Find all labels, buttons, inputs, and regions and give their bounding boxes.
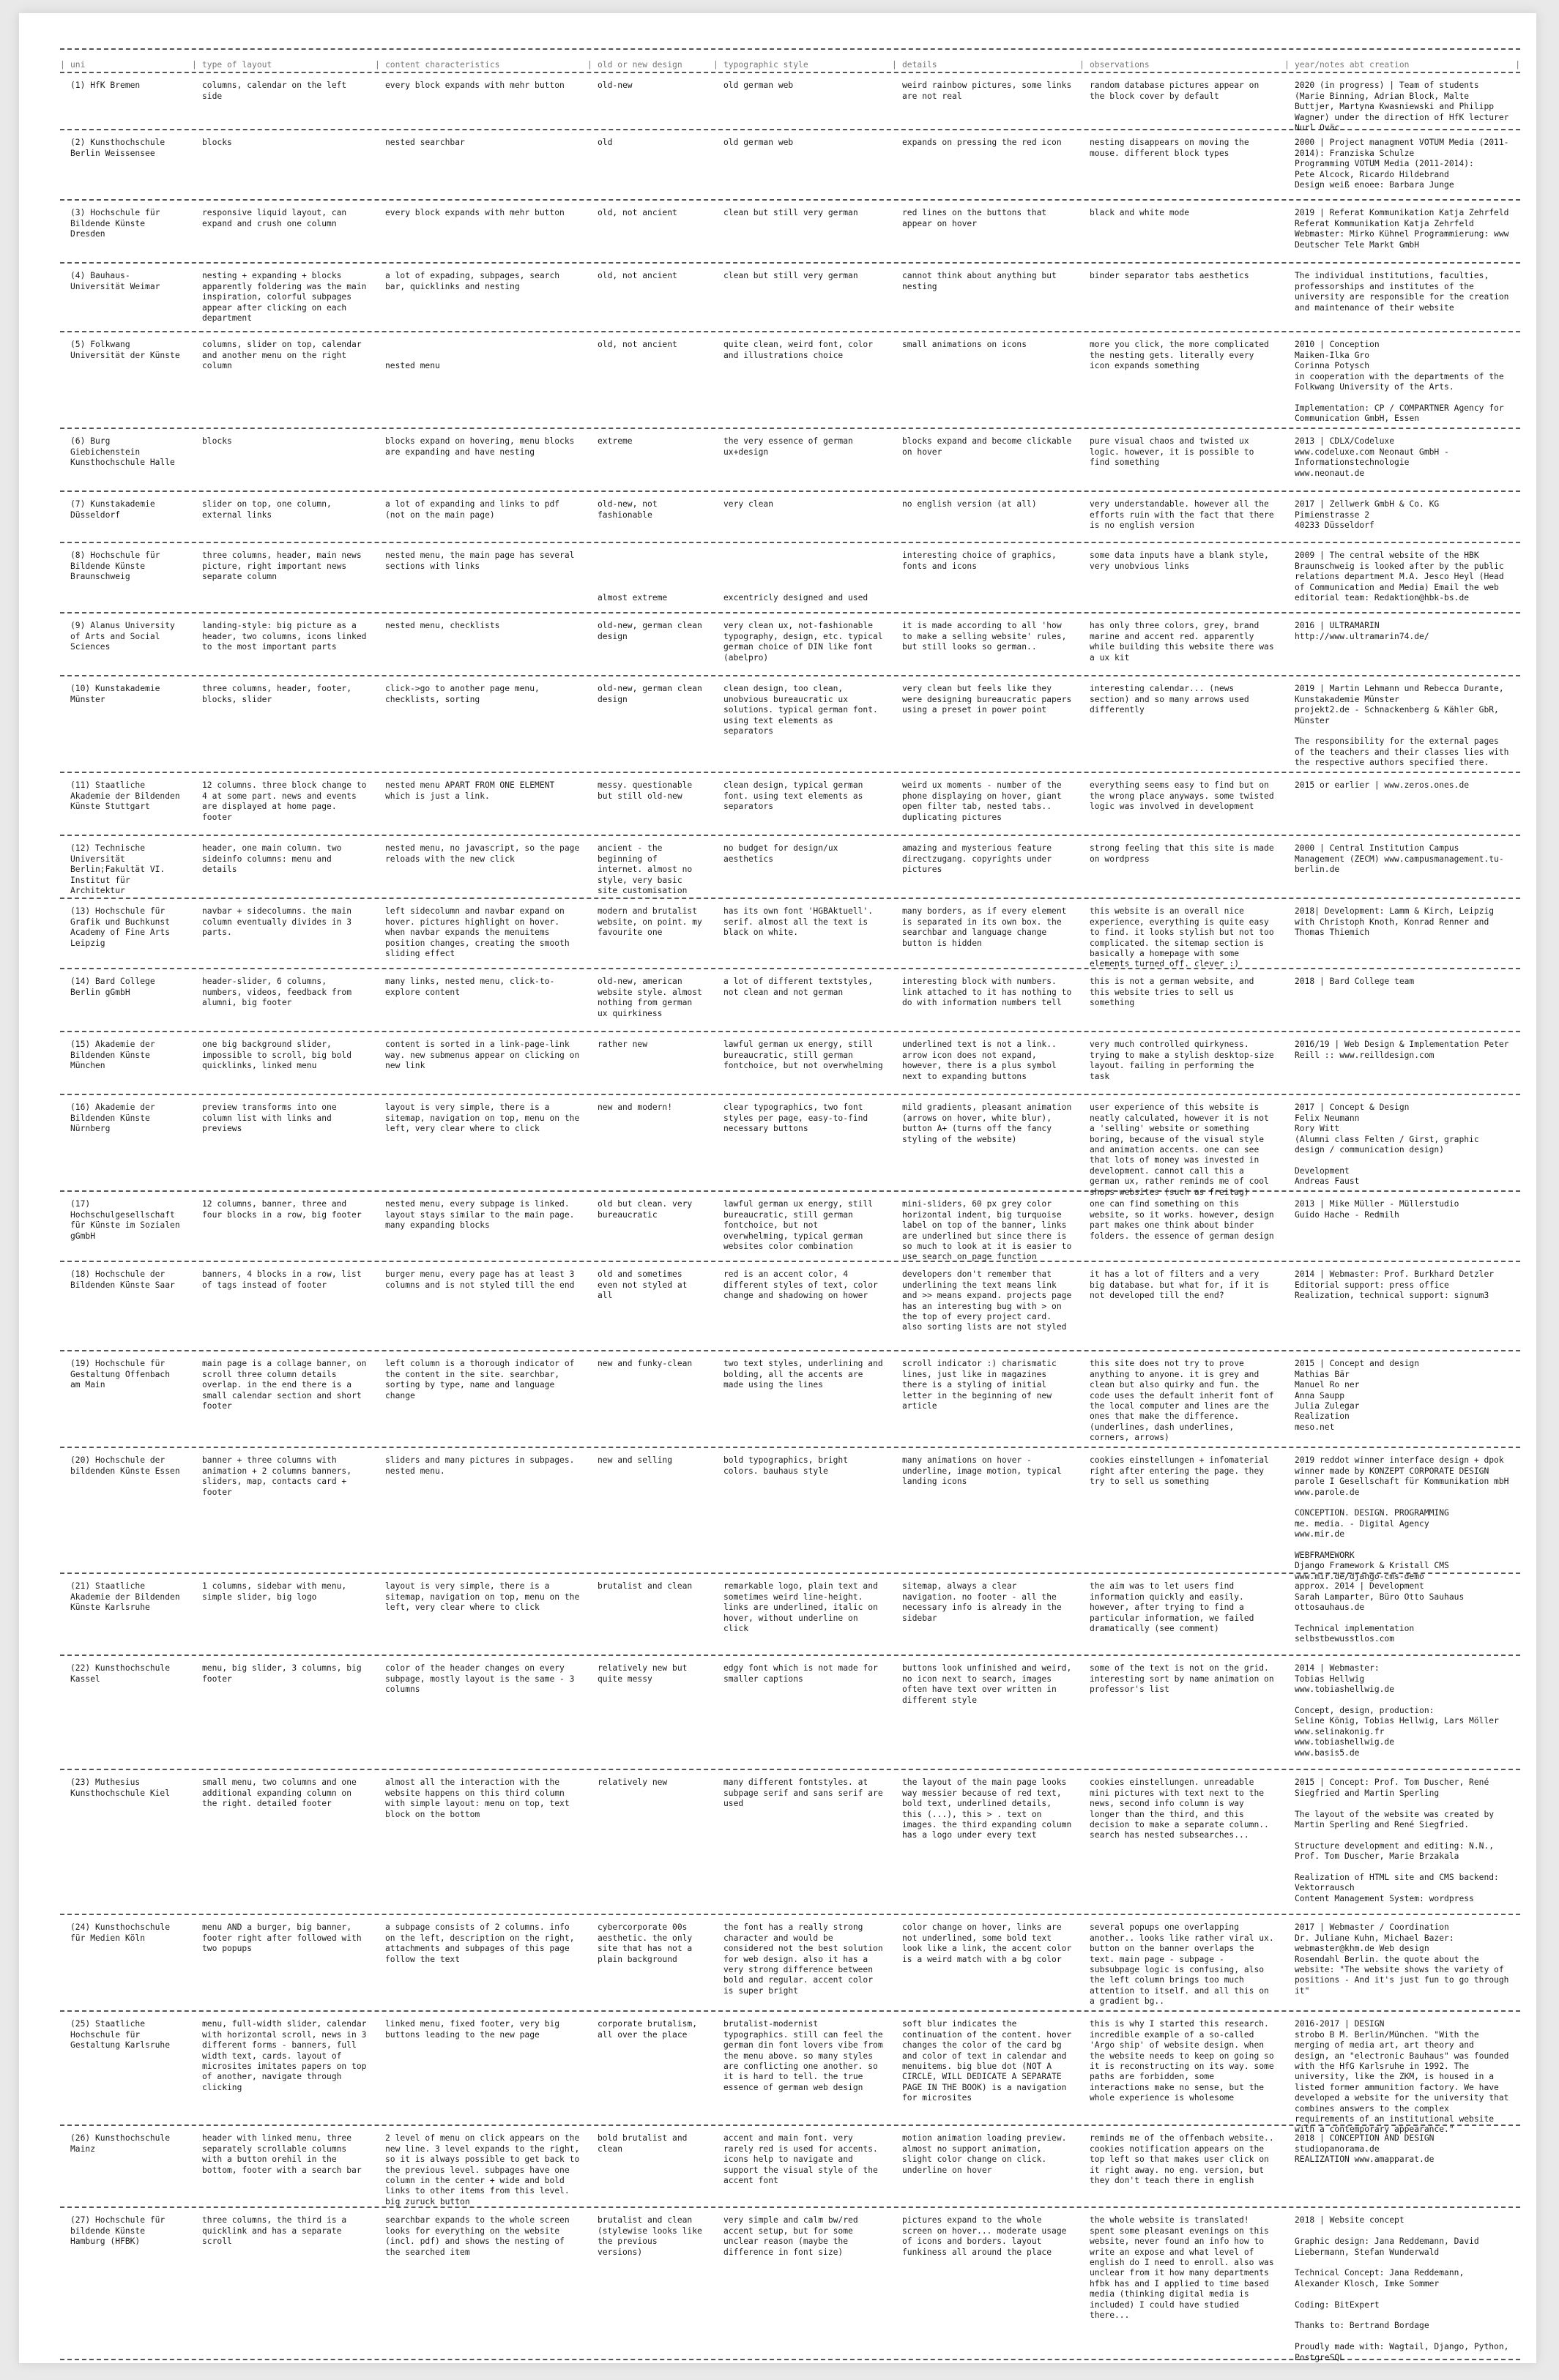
cell-typography: the very essence of german ux+design — [723, 436, 858, 457]
cell-uni: (15) Akademie der Bildenden Künste München — [70, 1040, 160, 1071]
cell-typography: very clean ux, not-fashionable typography, design, etc. typical german choice of DIN like font (abelpro) — [723, 621, 888, 663]
table-row — [60, 1448, 1520, 1581]
table-row — [60, 492, 1520, 543]
cell-details: developers don't remember that underlining the text means link and >> means expand. projects page has an interesting bug with > on the top of every project card. also sorting lists are not styled — [902, 1269, 1077, 1332]
cell-notes: 2019 reddot winner interface design + dpok winner made by KONZEPT CORPORATE DESIGN parole I Gesellschaft für Kommunikation mbH www.parole.de CONCEPTION. DESIGN. PROGRAMMING me. media. - Digital Agency www.mir.de WEBFRAMEWORK Django Framework & Kristall CMS www.mir.de/django-cms-demo — [1295, 1455, 1509, 1581]
cell-details: small animations on icons — [902, 340, 1027, 350]
cell-design: old, not ancient — [598, 271, 677, 281]
cell-observations: strong feeling that this site is made on wordpress — [1090, 843, 1279, 864]
cell-typography: very simple and calm bw/red accent setup, but for some unclear reason (maybe the difference in font size) — [723, 2215, 863, 2257]
cell-notes: The individual institutions, faculties, professorships and institutes of the university are responsible for the creation and maintenance of their website — [1295, 271, 1514, 313]
cell-layout: 1 columns, sidebar with menu, simple slider, big logo — [202, 1581, 352, 1602]
cell-uni: (25) Staatliche Hochschule für Gestaltung Karlsruhe — [70, 2019, 171, 2051]
table-row — [60, 773, 1520, 836]
cell-content: nested menu, every subpage is linked. layout stays similar to the main page. many expanding blocks — [385, 1199, 580, 1231]
cell-typography: red is an accent color, 4 different styles of text, color change and shadowing on hower — [723, 1269, 883, 1301]
cell-design: almost extreme — [598, 593, 668, 603]
cell-uni: (4) Bauhaus-Universität Weimar — [70, 271, 160, 291]
cell-uni: (3) Hochschule für Bildende Künste Dresden — [70, 208, 165, 239]
cell-design: old-new, german clean design — [598, 621, 707, 641]
cell-content: nested menu — [385, 361, 440, 371]
column-header: | typographic style — [713, 50, 892, 72]
cell-notes: 2016/19 | Web Design & Implementation Peter Reill :: www.reilldesign.com — [1295, 1040, 1514, 1060]
cell-observations: this is why I started this research. incredible example of a so-called 'Argo ship' of website design. when the website needs to keep on going so it is reconstructing on its way. some paths are forbidden, some interactions make no sense, but the whole experience is wholesome — [1090, 2019, 1279, 2103]
cell-design: old-new, german clean design — [598, 684, 707, 704]
cell-content: content is sorted in a link-page-link way. new submenus appear on clicking on new link — [385, 1040, 585, 1071]
cell-observations: everything seems easy to find but on the wrong place anyways. some twisted logic was involved in development — [1090, 780, 1279, 812]
cell-design: old and sometimes even not styled at all — [598, 1269, 693, 1301]
cell-content: a lot of expanding and links to pdf (not on the main page) — [385, 499, 565, 520]
cell-design: old — [598, 138, 613, 148]
cell-notes: 2013 | CDLX/Codeluxe www.codeluxe.com Neonaut GmbH - Informationstechnologie www.neonaut.de — [1295, 436, 1449, 478]
cell-notes: 2015 or earlier | www.zeros.ones.de — [1295, 780, 1470, 791]
cell-content: linked menu, fixed footer, very big buttons leading to the new page — [385, 2019, 565, 2040]
cell-uni: (1) HfK Bremen — [70, 81, 141, 91]
cell-uni: (26) Kunsthochschule Mainz — [70, 2133, 175, 2154]
table-row — [60, 2012, 1520, 2135]
cell-typography: old german web — [723, 81, 794, 91]
column-header: | uni — [60, 50, 192, 72]
cell-details: the layout of the main page looks way messier because of red text, bold text, underlined details, this (...), this > . text on images. the third expanding column has a logo under every text — [902, 1777, 1077, 1840]
cell-notes: 2015 | Concept and design Mathias Bär Manuel Ro ner Anna Saupp Julia Zulegar Realization meso.net — [1295, 1359, 1420, 1432]
cell-layout: one big background slider, impossible to scroll, big bold quicklinks, linked menu — [202, 1040, 357, 1071]
cell-content: a subpage consists of 2 columns. info on the left, description on the right, attachments and subpages of this page follow the text — [385, 1922, 580, 1964]
cell-notes: 2000 | Central Institution Campus Management (ZECM) www.campusmanagement.tu-berlin.de — [1295, 843, 1504, 875]
cell-content: burger menu, every page has at least 3 columns and is not styled till the end — [385, 1269, 580, 1290]
cell-typography: no budget for design/ux aesthetics — [723, 843, 844, 864]
cell-observations: some data inputs have a blank style, very unobvious links — [1090, 551, 1274, 571]
cell-content: sliders and many pictures in subpages. nested menu. — [385, 1455, 580, 1476]
cell-layout: responsive liquid layout, can expand and crush one column — [202, 208, 352, 228]
table-row — [60, 332, 1520, 429]
cell-layout: navbar + sidecolumns. the main column eventually divides in 3 parts. — [202, 906, 357, 938]
cell-observations: this site does not try to prove anything to anyone. it is grey and clean but also quirky and fun. the code uses the default inherit font of the local computer and lines are the ones that make the difference. (underlines, dash underlines, corners, arrows) — [1090, 1359, 1279, 1443]
cell-notes: 2018 | Website concept Graphic design: Jana Reddemann, David Liebermann, Stefan Wunderwald Technical Concept: Jana Reddemann, Alexander Klosch, Imke Sommer Coding: BitExpert Thanks to: Bertrand Bordage Proudly made with: Wagtail, Django, Python, PostgreSQL — [1295, 2215, 1509, 2362]
cell-observations: this website is an overall nice experience, everything is quite easy to find. it looks stylish but not too complicated. the sitemap section is basically a homepage with some elements turned off. clever :) — [1090, 906, 1279, 969]
cell-typography: the font has a really strong character and would be considered not the best solution for web design. also it has a very strong difference between bold and regular. accent color is super bright — [723, 1922, 888, 1996]
cell-details: underlined text is not a link.. arrow icon does not expand, however, there is a plus symbol next to expanding buttons — [902, 1040, 1062, 1081]
cell-uni: (7) Kunstakademie Düsseldorf — [70, 499, 160, 520]
table-row — [60, 613, 1520, 676]
cell-details: red lines on the buttons that appear on hover — [902, 208, 1052, 228]
cell-uni: (19) Hochschule für Gestaltung Offenbach am Main — [70, 1359, 175, 1390]
cell-design: old-new, not fashionable — [598, 499, 663, 520]
cell-layout: 12 columns. three block change to 4 at some part. news and events are displayed at home page. footer — [202, 780, 372, 822]
table-row — [60, 264, 1520, 332]
cell-content: click->go to another page menu, checklists, sorting — [385, 684, 545, 704]
cell-typography: clean but still very german — [723, 208, 858, 218]
cell-typography: very clean — [723, 499, 774, 510]
table-row — [60, 1095, 1520, 1197]
cell-details: motion animation loading preview. almost no support animation, slight color change on click. underline on hover — [902, 2133, 1072, 2175]
cell-design: brutalist and clean — [598, 1581, 693, 1592]
cell-notes: 2016 | ULTRAMARIN http://www.ultramarin74.de/ — [1295, 621, 1429, 641]
cell-layout: columns, slider on top, calendar and another menu on the right column — [202, 340, 367, 371]
cell-content: nested menu, no javascript, so the page reloads with the new click — [385, 843, 585, 864]
cell-content: every block expands with mehr button — [385, 208, 565, 218]
cell-design: ancient - the beginning of internet. almost no style, very basic site customisation — [598, 843, 698, 896]
cell-notes: 2020 (in progress) | Team of students (Marie Binning, Adrian Block, Malte Buttjer, Martyna Kwasniewski and Philipp Wagner) under the direction of HfK lecturer Nurl Oväc — [1295, 81, 1514, 133]
column-header: | type of layout — [192, 50, 375, 72]
cell-content: every block expands with mehr button — [385, 81, 565, 91]
cell-details: soft blur indicates the continuation of the content. hover changes the color of the card bg and color of text in calendar and menuitems. big blue dot (NOT A CIRCLE, WILL DEDICATE A SEPARATE PAGE IN THE BOOK) is a navigation for microsites — [902, 2019, 1077, 2103]
cell-design: extreme — [598, 436, 633, 447]
table-header — [60, 48, 1520, 73]
cell-content: color of the header changes on every subpage, mostly layout is the same - 3 columns — [385, 1663, 580, 1695]
table-row — [60, 1574, 1520, 1656]
cell-layout: header-slider, 6 columns, numbers, videos, feedback from alumni, big footer — [202, 977, 357, 1008]
cell-notes: 2016-2017 | DESIGN strobo B M. Berlin/München. "With the merging of media art, art theory and design, an "electronic Bauhaus" was founded with the HfG Karlsruhe in 1992. The university, like the ZKM, is housed in a listed former ammunition factory. We have developed a website for the university that combines answers to the complex requirements of an institutional website with a contemporary appearance." — [1295, 2019, 1509, 2135]
cell-observations: interesting calendar... (news section) and so many arrows used differently — [1090, 684, 1254, 715]
cell-notes: approx. 2014 | Development Sarah Lamparter, Büro Otto Sauhaus ottosauhaus.de Technical implementation selbstbewusstlos.com — [1295, 1581, 1465, 1644]
cell-notes: 2017 | Webmaster / Coordination Dr. Juliane Kuhn, Michael Bazer: webmaster@khm.de Web design Rosendahl Berlin. the quote about the website: "The website shows the variety of positions - And it's just fun to go through it" — [1295, 1922, 1509, 1996]
cell-typography: a lot of different textstyles, not clean and not german — [723, 977, 878, 997]
cell-design: relatively new — [598, 1777, 668, 1788]
cell-design: cybercorporate 00s aesthetic. the only site that has not a plain background — [598, 1922, 698, 1964]
table-row — [60, 676, 1520, 773]
cell-details: blocks expand and become clickable on hover — [902, 436, 1077, 457]
column-header: | observations — [1079, 50, 1284, 72]
cell-details: interesting block with numbers. link attached to it has nothing to do with information numbers tell — [902, 977, 1077, 1008]
cell-design: new and funky-clean — [598, 1359, 693, 1369]
cell-layout: banner + three columns with animation + 2 columns banners, sliders, map, contacts card + footer — [202, 1455, 357, 1497]
cell-content: nested menu, checklists — [385, 621, 500, 631]
cell-details: weird rainbow pictures, some links are not real — [902, 81, 1077, 101]
cell-uni: (16) Akademie der Bildenden Künste Nürnberg — [70, 1103, 160, 1134]
table-row — [60, 836, 1520, 899]
table-row — [60, 1032, 1520, 1095]
cell-notes: 2009 | The central website of the HBK Braunschweig is looked after by the public relations department M.A. Jesco Heyl (Head of Communication and Media) Email the web editorial team: Redaktion@hbk-bs.de — [1295, 551, 1509, 603]
cell-uni: (27) Hochschule für bildende Künste Hamburg (HFBK) — [70, 2215, 171, 2247]
cell-layout: preview transforms into one column list with links and previews — [202, 1103, 342, 1134]
cell-design: old, not ancient — [598, 208, 677, 218]
column-header: | details — [892, 50, 1079, 72]
cell-typography: many different fontstyles. at subpage serif and sans serif are used — [723, 1777, 888, 1809]
paper-sheet — [19, 13, 1536, 2363]
cell-notes: 2014 | Webmaster: Prof. Burkhard Detzler Editorial support: press office Realization, technical support: signum3 — [1295, 1269, 1495, 1301]
cell-notes: 2013 | Mike Müller - Müllerstudio Guido Hache - Redmilh — [1295, 1199, 1459, 1220]
cell-observations: has only three colors, grey, brand marine and accent red. apparently while building this website there was a ux kit — [1090, 621, 1279, 663]
cell-observations: this is not a german website, and this website tries to sell us something — [1090, 977, 1260, 1008]
cell-typography: has its own font 'HGBAktuell'. serif. almost all the text is black on white. — [723, 906, 878, 938]
cell-details: it is made according to all 'how to make a selling website' rules, but still looks so german.. — [902, 621, 1072, 652]
cell-typography: brutalist-modernist typographics. still can feel the german din font lovers vibe from the menu above. so many styles are conflicting one another. so it is hard to tell. the true essence of german web design — [723, 2019, 888, 2092]
cell-observations: very much controlled quirkyness. trying to make a stylish desktop-size layout. failing in performing the task — [1090, 1040, 1279, 1081]
column-header: | content characteristics — [375, 50, 587, 72]
cell-notes: 2019 | Referat Kommunikation Katja Zehrfeld Referat Kommunikation Katja Zehrfeld Webmaster: Mirko Kühnel Programmierung: www Deutscher Tele Markt GmbH — [1295, 208, 1509, 250]
cell-details: many animations on hover - underline, image motion, typical landing icons — [902, 1455, 1067, 1487]
cell-details: interesting choice of graphics, fonts and icons — [902, 551, 1062, 571]
cell-layout: main page is a collage banner, on scroll three column details overlap. in the end there is a small calendar section and short footer — [202, 1359, 372, 1411]
cell-content: blocks expand on hovering, menu blocks are expanding and have nesting — [385, 436, 580, 457]
cell-observations: it has a lot of filters and a very big database. but what for, if it is not developed till the end? — [1090, 1269, 1274, 1301]
cell-details: sitemap, always a clear navigation. no footer - all the necessary info is already in the sidebar — [902, 1581, 1067, 1623]
cell-uni: (9) Alanus University of Arts and Social Sciences — [70, 621, 180, 652]
cell-layout: blocks — [202, 436, 232, 447]
table-row — [60, 1915, 1520, 2012]
cell-layout: 12 columns, banner, three and four blocks in a row, big footer — [202, 1199, 362, 1220]
cell-design: modern and brutalist website, on point. my favourite one — [598, 906, 707, 938]
cell-details: mild gradients, pleasant animation (arrows on hover, white blur), button A+ (turns off the fancy styling of the website) — [902, 1103, 1077, 1144]
cell-design: old but clean. very bureaucratic — [598, 1199, 698, 1220]
cell-design: corporate brutalism, all over the place — [598, 2019, 702, 2040]
cell-design: bold brutalist and clean — [598, 2133, 693, 2154]
cell-details: mini-sliders, 60 px grey color horizontal indent, big turquoise label on top of the banner, links are underlined but since there is so much to look at it is easier to use search on page function — [902, 1199, 1077, 1262]
column-header: | old or new design — [587, 50, 713, 72]
cell-uni: (20) Hochschule der bildenden Künste Essen — [70, 1455, 180, 1476]
cell-layout: blocks — [202, 138, 232, 148]
cell-typography: clear typographics, two font styles per page, easy-to-find necessary buttons — [723, 1103, 874, 1134]
cell-layout: three columns, the third is a quicklink and has a separate scroll — [202, 2215, 352, 2247]
cell-typography: bold typographics, bright colors. bauhaus style — [723, 1455, 853, 1476]
cell-layout: header with linked menu, three separately scrollable columns with a button orehil in the bottom, footer with a search bar — [202, 2133, 362, 2175]
cell-layout: menu AND a burger, big banner, footer right after followed with two popups — [202, 1922, 367, 1954]
cell-content: nested menu APART FROM ONE ELEMENT which is just a link. — [385, 780, 560, 801]
cell-observations: user experience of this website is neatly calculated, however it is not a 'selling' website or something boring, because of the visual style and animation accents. one can see that lots of money was invested in development. cannot call this a german ux, rather reminds me of cool shops websites (such as freitag) — [1090, 1103, 1274, 1197]
cell-typography: quite clean, weird font, color and illustrations choice — [723, 340, 878, 360]
cell-details: many borders, as if every element is separated in its own box. the searchbar and language change button is hidden — [902, 906, 1072, 948]
cell-typography: clean but still very german — [723, 271, 858, 281]
cell-details: expands on pressing the red icon — [902, 138, 1062, 148]
cell-observations: reminds me of the offenbach website.. cookies notification appears on the top left so that makes user click on it right away. no eng. version, but they don't teach there in english — [1090, 2133, 1279, 2186]
cell-uni: (14) Bard College Berlin gGmbH — [70, 977, 160, 997]
cell-layout: three columns, header, main news picture, right important news separate column — [202, 551, 367, 582]
cell-design: old-new, american website style. almost nothing from german ux quirkiness — [598, 977, 707, 1018]
cell-observations: binder separator tabs aesthetics — [1090, 271, 1249, 281]
cell-typography: edgy font which is not made for smaller captions — [723, 1663, 883, 1684]
cell-design: rather new — [598, 1040, 648, 1050]
cell-notes: 2014 | Webmaster: Tobias Hellwig www.tobiashellwig.de Concept, design, production: Seline König, Tobias Hellwig, Lars Möller www.selinakonig.fr www.tobiashellwig.de www.basis5.de — [1295, 1663, 1499, 1758]
cell-observations: some of the text is not on the grid. interesting sort by name animation on professor's list — [1090, 1663, 1279, 1695]
cell-details: color change on hover, links are not underlined, some bold text look like a link, the accent color is a weird match with a bg color — [902, 1922, 1077, 1964]
cell-uni: (5) Folkwang Universität der Künste — [70, 340, 180, 360]
cell-uni: (13) Hochschule für Grafik und Buchkunst Academy of Fine Arts Leipzig — [70, 906, 175, 948]
cell-notes: 2018 | CONCEPTION AND DESIGN studiopanorama.de REALIZATION www.amapparat.de — [1295, 2133, 1435, 2165]
cell-notes: 2019 | Martin Lehmann und Rebecca Durante, Kunstakademie Münster projekt2.de - Schnackenberg & Kähler GbR, Münster The responsibility for the external pages of the teachers and their classes lies with the respective authors specified there. — [1295, 684, 1509, 768]
cell-typography: lawful german ux energy, still bureaucratic, still german fontchoice, but not overwhelming, typical german websites color combination — [723, 1199, 878, 1252]
table-row — [60, 969, 1520, 1032]
cell-notes: 2017 | Concept & Design Felix Neumann Rory Witt (Alumni class Felten / Girst, graphic design / communication design) Development Andreas Faust — [1295, 1103, 1479, 1187]
cell-details: pictures expand to the whole screen on hover... moderate usage of icons and borders. layout funkiness all around the place — [902, 2215, 1072, 2257]
cell-layout: landing-style: big picture as a header, two columns, icons linked to the most important parts — [202, 621, 372, 652]
cell-observations: cookies einstellungen. unreadable mini pictures with text next to the news, second info column is way longer than the third, and this decision to make a separate column.. search has nested subsearches... — [1090, 1777, 1274, 1840]
cell-notes: 2017 | Zellwerk GmbH & Co. KG Pimienstrasse 2 40233 Düsseldorf — [1295, 499, 1440, 531]
cell-content: layout is very simple, there is a sitemap, navigation on top, menu on the left, very clear where to click — [385, 1581, 585, 1613]
cell-uni: (24) Kunsthochschule für Medien Köln — [70, 1922, 175, 1943]
cell-uni: (18) Hochschule der Bildenden Künste Saar — [70, 1269, 175, 1290]
cell-layout: three columns, header, footer, blocks, slider — [202, 684, 357, 704]
cell-uni: (2) Kunsthochschule Berlin Weissensee — [70, 138, 171, 158]
table-row — [60, 1192, 1520, 1262]
cell-typography: clean design, too clean, unobvious bureaucratic ux solutions. typical german font. using text elements as separators — [723, 684, 883, 736]
cell-content: almost all the interaction with the website happens on this third column with simple layout: menu on top, text block on the bottom — [385, 1777, 575, 1819]
cell-details: buttons look unfinished and weird, no icon next to search, images often have text over written in different style — [902, 1663, 1077, 1705]
table-row — [60, 2126, 1520, 2208]
table-row — [60, 130, 1520, 201]
cell-notes: 2018| Development: Lamm & Kirch, Leipzig with Christoph Knoth, Konrad Renner and Thomas Thiemich — [1295, 906, 1499, 938]
cell-notes: 2010 | Conception Maiken-Ilka Gro Corinna Potysch in cooperation with the departments of the Folkwang University of the Arts. Implementation: CP / COMPARTNER Agency for Communication GmbH, Essen — [1295, 340, 1504, 424]
cell-notes: 2018 | Bard College team — [1295, 977, 1415, 987]
cell-design: messy. questionable but still old-new — [598, 780, 698, 801]
cell-observations: cookies einstellungen + infomaterial right after entering the page. they try to sell us something — [1090, 1455, 1274, 1487]
cell-details: amazing and mysterious feature directzugang. copyrights under pictures — [902, 843, 1057, 875]
cell-content: many links, nested menu, click-to-explore content — [385, 977, 555, 997]
cell-uni: (6) Burg Giebichenstein Kunsthochschule Halle — [70, 436, 175, 468]
cell-notes: 2015 | Concept: Prof. Tom Duscher, René Siegfried and Martin Sperling The layout of the website was created by Martin Sperling and René Siegfried. Structure development and editing: N.N., Prof. Tom Duscher, Marie Brzakala Realization of HTML site and CMS backend: Vektorrausch Content Management System: wordpress — [1295, 1777, 1499, 1903]
table-row — [60, 73, 1520, 133]
cell-uni: (21) Staatliche Akademie der Bildenden Künste Karlsruhe — [70, 1581, 185, 1613]
cell-content: left column is a thorough indicator of the content in the site. searchbar, sorting by type, name and language change — [385, 1359, 580, 1400]
cell-content: layout is very simple, there is a sitemap, navigation on top, menu on the left, very clear where to click — [385, 1103, 585, 1134]
cell-design: old-new — [598, 81, 633, 91]
research-table — [60, 48, 1520, 2360]
cell-design: relatively new but quite messy — [598, 1663, 693, 1684]
cell-typography: clean design, typical german font. using text elements as separators — [723, 780, 868, 812]
cell-typography: accent and main font. very rarely red is used for accents. icons help to navigate and support the visual style of the accent font — [723, 2133, 883, 2186]
table-row — [60, 1656, 1520, 1770]
cell-layout: menu, big slider, 3 columns, big footer — [202, 1663, 367, 1684]
cell-uni: (10) Kunstakademie Münster — [70, 684, 165, 704]
cell-details: scroll indicator :) charismatic lines, just like in magazines there is a styling of initial letter in the beginning of new article — [902, 1359, 1062, 1411]
cell-observations: very understandable. however all the efforts ruin with the fact that there is no english version — [1090, 499, 1279, 531]
table-row — [60, 429, 1520, 492]
cell-content: nested searchbar — [385, 138, 465, 148]
cell-observations: the aim was to let users find information quickly and easily. however, after trying to find a particular information, we failed dramatically (see comment) — [1090, 1581, 1260, 1634]
table-row — [60, 1770, 1520, 1915]
cell-observations: black and white mode — [1090, 208, 1190, 218]
cell-details: no english version (at all) — [902, 499, 1037, 510]
table-row — [60, 1351, 1520, 1448]
cell-typography: excentricly designed and used — [723, 593, 868, 603]
table-row — [60, 1262, 1520, 1351]
cell-layout: header, one main column. two sideinfo columns: menu and details — [202, 843, 347, 875]
cell-observations: several popups one overlapping another.. looks like rather viral ux. button on the banner overlaps the text. main page - subpage - subsubpage logic is confusing, also the left column brings too much attention to itself. and all this on a gradient bg.. — [1090, 1922, 1279, 2007]
cell-typography: old german web — [723, 138, 794, 148]
cell-content: 2 level of menu on click appears on the new line. 3 level expands to the right, so it is always possible to get back to the previous level. subpages have one column in the center + wide and bold links to other items from this level. big zuruck button — [385, 2133, 585, 2206]
cell-layout: slider on top, one column, external links — [202, 499, 337, 520]
cell-observations: one can find something on this website, so it works. however, design part makes one think about binder folders. the essence of german design — [1090, 1199, 1279, 1241]
cell-observations: pure visual chaos and twisted ux logic. however, it is possible to find something — [1090, 436, 1260, 468]
cell-uni: (22) Kunsthochschule Kassel — [70, 1663, 175, 1684]
cell-typography: lawful german ux energy, still bureaucratic, still german fontchoice, but not overwhelming — [723, 1040, 883, 1071]
table-row — [60, 2208, 1520, 2360]
cell-uni: (23) Muthesius Kunsthochschule Kiel — [70, 1777, 171, 1798]
cell-observations: the whole website is translated! spent some pleasant evenings on this website, never found an info how to write an expose and what level of english do I need to enroll. also was unclear from it how many departments hfbk has and I applied to time based media (thinking digital media is included) I could have studied there... — [1090, 2215, 1279, 2321]
cell-uni: (11) Staatliche Akademie der Bildenden Künste Stuttgart — [70, 780, 185, 812]
table-row — [60, 543, 1520, 613]
column-header: | year/notes abt creation | — [1284, 50, 1520, 72]
cell-content: left sidecolumn and navbar expand on hover. pictures highlight on hover. when navbar expands the menuitems position changes, creating the smooth sliding effect — [385, 906, 575, 959]
cell-uni: (17) Hochschulgesellschaft für Künste im Sozialen gGmbH — [70, 1199, 185, 1241]
cell-typography: remarkable logo, plain text and sometimes weird line-height. links are underlined, italic on hover, without underline on click — [723, 1581, 883, 1634]
table-row — [60, 899, 1520, 969]
cell-layout: menu, full-width slider, calendar with horizontal scroll, news in 3 different forms - banners, full width text, cards. layout of microsites imitates papers on top of another, navigate through clicking — [202, 2019, 372, 2092]
cell-layout: nesting + expanding + blocks apparently foldering was the main inspiration, colorful subpages appear after clicking on each department — [202, 271, 372, 324]
cell-layout: banners, 4 blocks in a row, list of tags instead of footer — [202, 1269, 367, 1290]
cell-content: a lot of expading, subpages, search bar, quicklinks and nesting — [385, 271, 565, 291]
cell-design: new and selling — [598, 1455, 673, 1466]
cell-content: searchbar expands to the whole screen looks for everything on the website (incl. pdf) and shows the nesting of the searched item — [385, 2215, 575, 2257]
cell-details: very clean but feels like they were designing bureaucratic papers using a preset in power point — [902, 684, 1077, 715]
cell-typography: two text styles, underlining and bolding, all the accents are made using the lines — [723, 1359, 888, 1390]
table-row — [60, 201, 1520, 264]
cell-observations: nesting disappears on moving the mouse. different block types — [1090, 138, 1254, 158]
cell-content: nested menu, the main page has several sections with links — [385, 551, 580, 571]
cell-uni: (12) Technische Universität Berlin;Fakultät VI. Institut für Architektur — [70, 843, 171, 896]
cell-uni: (8) Hochschule für Bildende Künste Braunschweig — [70, 551, 165, 582]
cell-observations: random database pictures appear on the block cover by default — [1090, 81, 1265, 101]
cell-layout: small menu, two columns and one additional expanding column on the right. detailed footer — [202, 1777, 362, 1809]
cell-notes: 2000 | Project managment VOTUM Media (2011-2014): Franziska Schulze Programming VOTUM Media (2011-2014): Pete Alcock, Ricardo Hildebrand Design weiß enoee: Barbara Junge — [1295, 138, 1509, 190]
cell-design: new and modern! — [598, 1103, 673, 1113]
cell-details: cannot think about anything but nesting — [902, 271, 1062, 291]
cell-layout: columns, calendar on the left side — [202, 81, 352, 101]
cell-design: old, not ancient — [598, 340, 677, 350]
cell-details: weird ux moments - number of the phone displaying on hover, giant open filter tab, nested tabs.. duplicating pictures — [902, 780, 1067, 822]
cell-observations: more you click, the more complicated the nesting gets. literally every icon expands something — [1090, 340, 1274, 371]
cell-design: brutalist and clean (stylewise looks like the previous versions) — [598, 2215, 707, 2257]
